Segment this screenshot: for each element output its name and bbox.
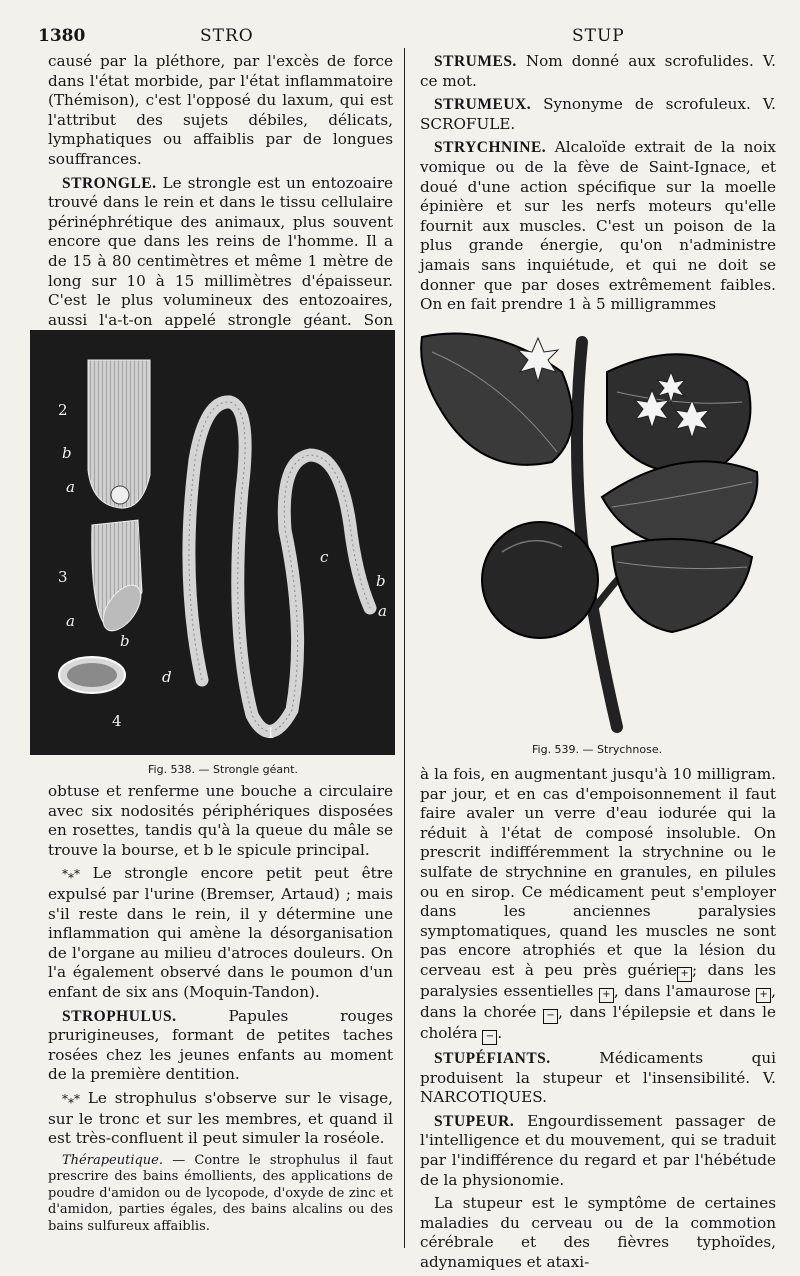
- plus-box-icon: +: [756, 988, 771, 1003]
- running-head-left: STRO: [200, 26, 254, 46]
- subheading: Thérapeutique.: [62, 1152, 163, 1168]
- paragraph-text: à la fois, en augmentant jusqu'à 10 milligram. par jour, et en cas d'empoisonnement il faut faire avaler un verre d'eau iodurée qui la réduit à l'état de composé insoluble. On prescrit indifféremment la strychnine ou le sulfate de strychnine en granules, en pilules ou en sirop. Ce médicament peut s'employer dans les anciennes paralysies symptomatiques, quand les muscles ne sont pas encore atrophiés et que la lésion du cerveau est à peu près guérie: [420, 765, 776, 979]
- paragraph: à la fois, en augmentant jusqu'à 10 milligram. par jour, et en cas d'empoisonnement il faut faire avaler un verre d'eau iodurée qui la réduit à l'état de composé insoluble. On prescrit indifféremment la strychnine ou le sulfate de strychnine en granules, en pilules ou en sirop. Ce médicament peut s'employer dans les anciennes paralysies symptomatiques, quand les muscles ne sont pas encore atrophiés et que la lésion du cerveau est à peu près guérie + ; dans les paralysies essentielles + , dans l'amaurose + , dans la chorée − , dans l'épilepsie et dans le choléra − .: [420, 765, 776, 1045]
- entry-text: Alcaloïde extrait de la noix vomique ou de la fève de Saint-Ignace, et doué d'une action spécifique sur la moelle épinière et sur les nerfs moteurs qu'elle fournit aux muscles. C'est un poison de la plus grande énergie, qu'on n'administre jamais sans inquiétude, et qui ne doit se donner que par doses extrêmement faibles. On en fait prendre 1 à 5 milligrammes: [420, 138, 776, 314]
- entry-text: Engourdissement passager de l'intelligence et du mouvement, qui se traduit par l'indifférence du regard et par l'hébétude de la physionomie.: [420, 1111, 777, 1189]
- figure-strongle: [30, 330, 395, 755]
- paragraph: causé par la pléthore, par l'excès de force dans l'état morbide, par l'état inflammatoire (Thémison), c'est l'opposé du laxum, qui est l'attribut des sujets débiles, délicats, lymphatiques ou affaiblis par de longues souffrances.: [48, 52, 393, 168]
- entry-text: Le strongle est un entozoaire trouvé dans le rein et dans le tissu cellulaire périnéphrétique des animaux, plus souvent encore que dans les reins de l'homme. Il a de 15 à 80 centimètres et même 1 mètre de long sur 10 à 15 millimètres d'épaisseur. C'est le plus volumineux des entozoaires, aussi l'a-t-on appelé strongle géant. Son: [48, 173, 393, 329]
- plus-box-icon: +: [599, 988, 614, 1003]
- right-column-top: [420, 52, 776, 319]
- entry-strophulus: [48, 1007, 393, 1085]
- paragraph: [48, 864, 393, 1002]
- paragraph: La stupeur est le symptôme de certaines maladies du cerveau ou de la commotion cérébrale et des fièvres typhoïdes, adynamiques et ataxi-: [420, 1194, 776, 1271]
- minus-box-icon: −: [543, 1009, 558, 1024]
- fig-label: c: [320, 548, 329, 566]
- headword: STRUMES.: [434, 53, 517, 70]
- entry-text: Médicaments qui produisent la stupeur et l'insensibilité. V. NARCOTIQUES.: [420, 1048, 777, 1107]
- left-column-bottom: [48, 782, 393, 1239]
- entry-strumeux: [420, 95, 776, 134]
- entry-text: Nom donné aux scrofulides. V. ce mot.: [420, 52, 776, 90]
- fig-label: d: [162, 668, 172, 686]
- page-number: 1380: [38, 26, 86, 46]
- paragraph-text: , dans la chorée: [420, 981, 776, 1021]
- entry-text: Synonyme de scrofuleux. V. SCROFULE.: [420, 95, 777, 133]
- paragraph: obtuse et renferme une bouche a circulaire avec six nodosités périphériques disposées en rosettes, tandis qu'à la queue du mâle se trouve la bourse, et b le spicule principal.: [48, 782, 393, 859]
- column-divider: [404, 48, 405, 1248]
- paragraph-text: , dans l'épilepsie et dans le choléra: [420, 1002, 777, 1042]
- fig-label: 1: [266, 724, 276, 742]
- figure-caption-538: Fig. 538. — Strongle géant.: [148, 763, 298, 776]
- entry-stupefiants: [420, 1049, 776, 1108]
- running-head-right: STUP: [572, 26, 625, 46]
- right-column-bottom: [420, 765, 776, 1276]
- fig-label: 4: [112, 712, 122, 730]
- entry-strumes: [420, 52, 776, 91]
- plus-box-icon: +: [677, 967, 692, 982]
- therapeutique-note: [48, 1153, 393, 1236]
- fig-label: b: [376, 572, 386, 590]
- strongle-illustration: [30, 330, 395, 755]
- entry-strychnine: [420, 138, 776, 314]
- fig-label: a: [378, 602, 387, 620]
- paragraph-text: Le strophulus s'observe sur le visage, sur le tronc et sur les membres, et quand il est très-confluent il peut simuler la roséole.: [48, 1088, 393, 1148]
- asterism: *⁎*: [62, 1091, 80, 1106]
- figure-caption-539: Fig. 539. — Strychnose.: [532, 743, 663, 756]
- headword: STROPHULUS.: [62, 1007, 177, 1025]
- minus-box-icon: −: [482, 1030, 497, 1045]
- entry-stupeur: [420, 1112, 776, 1190]
- entry-strongle: [48, 174, 393, 350]
- fig-label: b: [120, 632, 130, 650]
- note-text: — Contre le strophulus il faut prescrire des bains émollients, des applications de poudre d'amidon ou de lycopode, d'oxyde de zinc et d'amidon, parties égales, des bains alcalins ou des bains sulfureux affaiblis.: [48, 1152, 393, 1234]
- strychnose-illustration: [412, 312, 784, 740]
- fig-label: 2: [58, 401, 68, 419]
- fig-label: b: [62, 444, 72, 462]
- headword: STUPÉFIANTS.: [434, 1049, 551, 1067]
- fig-label: a: [66, 478, 75, 496]
- entry-text: Papules rouges prurigineuses, formant de petites taches rosées chez les jeunes enfants au moment de la première dentition.: [48, 1006, 393, 1084]
- fig-label: a: [66, 612, 75, 630]
- asterism: *⁎*: [62, 867, 80, 882]
- fig-label: 3: [58, 568, 68, 586]
- headword: STUPEUR.: [434, 1112, 515, 1130]
- headword: STRUMEUX.: [434, 96, 532, 114]
- paragraph-text: Le strongle encore petit peut être expulsé par l'urine (Bremser, Artaud) ; mais s'il reste dans le rein, il y détermine une inflammation qui amène la désorganisation de l'organe au milieu d'atroces douleurs. On l'a également observé dans le poumon d'un enfant de six ans (Moquin-Tandon).: [48, 864, 393, 1001]
- paragraph-text: ; dans les paralysies essentielles: [420, 960, 776, 1000]
- headword: STRYCHNINE.: [434, 139, 547, 157]
- paragraph: [48, 1089, 393, 1149]
- figure-strychnose: [412, 312, 784, 740]
- headword: STRONGLE.: [62, 174, 157, 192]
- paragraph-text: , dans l'amaurose: [613, 981, 751, 1000]
- left-column-top: [48, 52, 393, 354]
